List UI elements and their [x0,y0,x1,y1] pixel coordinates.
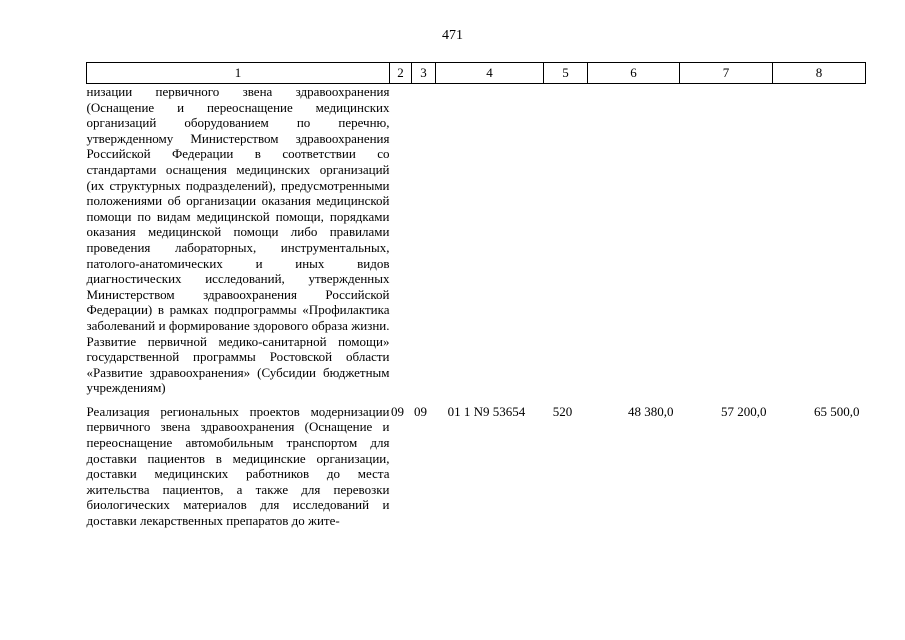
budget-table [86,62,866,529]
column-header-8: 8 [773,63,866,84]
cell-expense-type [544,84,588,404]
cell-amount-2 [680,84,773,404]
row-description: Реализация региональных проектов модернизации первичного звена здравоохранения (Оснащение и переоснащение автомобильным транспортом для доставки пациентов в медицинские организации, доставки медицинских работников до места жительства пациентов, а также для перевозки биологических материалов для исследований и доставки лекарственных препаратов до жите- [86,403,390,529]
cell-section: 09 [391,403,404,419]
column-header-1: 1 [87,63,390,84]
cell-amount-3: 65 500,0 [814,403,860,419]
column-header-3: 3 [412,63,436,84]
column-header-7: 7 [680,63,773,84]
table-row [87,404,866,529]
row-description: низации первичного звена здравоохранения (Оснащение и переоснащение медицинских организаций оборудованием по перечню, утвержденному Министерством здравоохранения Российской Федерации в соответствии со стандартами оснащения медицинских организаций (их структурных подразделений), предусмотренными положениями об организации оказания медицинской помощи по видам медицинской помощи, порядками оказания медицинской помощи либо правилами проведения лабораторных, инструментальных, патолого-анатомических и иных видов диагностических исследований, утвержденных Министерством здравоохранения Российской Федерации) в рамках подпрограммы «Профилактика заболеваний и формирование здорового образа жизни. Развитие первичной медико-санитарной помощи» государственной программы Ростовской области «Развитие здравоохранения» (Субсидии бюджетным учреждениям) [86,84,390,396]
column-header-5: 5 [544,63,588,84]
cell-section [390,84,412,404]
column-header-4: 4 [436,63,544,84]
cell-amount-1 [588,84,680,404]
cell-subsection [412,84,436,404]
page-number: 471 [442,28,463,43]
cell-amount-3 [773,84,866,404]
cell-amount-2: 57 200,0 [721,403,767,419]
cell-target-article [436,84,544,404]
column-header-2: 2 [390,63,412,84]
header-row [87,63,866,84]
cell-subsection: 09 [414,403,427,419]
cell-amount-1: 48 380,0 [628,403,674,419]
column-header-6: 6 [588,63,680,84]
cell-target-article: 01 1 N9 53654 [447,403,526,419]
table-row [87,84,866,404]
cell-expense-type: 520 [552,403,573,419]
